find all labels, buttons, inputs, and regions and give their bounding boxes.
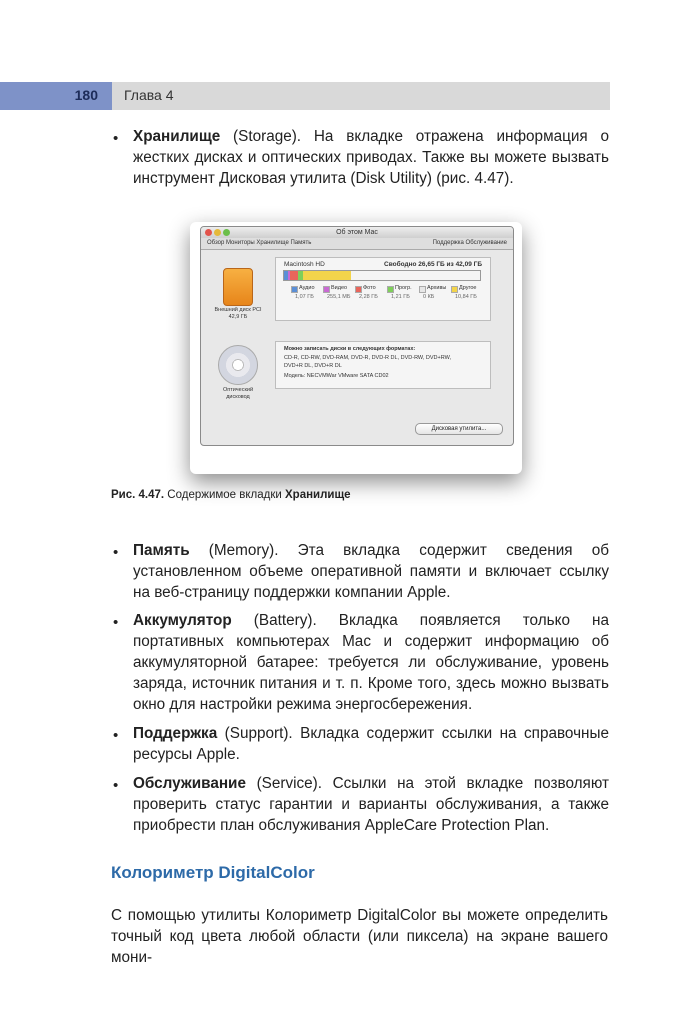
legend-swatch — [419, 286, 426, 293]
optical-disc-icon — [218, 345, 258, 385]
disk-utility-button[interactable]: Дисковая утилита... — [415, 423, 503, 435]
running-header — [0, 82, 610, 110]
legend-size: 1,21 ГБ — [391, 294, 410, 300]
legend-label: Прогр. — [395, 285, 412, 291]
caption-label: Рис. 4.47. — [111, 489, 165, 501]
legend-label: Архивы — [427, 285, 447, 291]
optical-heading: Можно записать диски в следующих форматах: — [284, 346, 416, 352]
usage-other — [303, 271, 351, 280]
window-title: Об этом Mac — [336, 229, 378, 236]
item-term: Хранилище — [133, 128, 221, 145]
window-titlebar — [201, 227, 513, 238]
usage-bar — [283, 270, 481, 281]
section-title: Колориметр DigitalColor — [111, 863, 315, 882]
cd-label: Оптический дисковод — [222, 387, 254, 400]
bullet-marker: • — [113, 727, 119, 744]
legend-swatch — [355, 286, 362, 293]
about-mac-window — [200, 226, 514, 446]
item-text: (Battery). Вкладка появляется только на портативных компьютерах Mac и содержит информацию об аккумуляторной батарее: требуется ли обслуживание, уровень заряда, источник питания и т. п. Кроме того, здесь можно вызвать окно для настройки режима энергосбережения. — [133, 612, 609, 713]
optical-pane — [275, 341, 491, 389]
list-item-battery — [133, 610, 609, 715]
legend-swatch — [387, 286, 394, 293]
page-number: 180 — [74, 87, 98, 103]
caption-text: Содержимое вкладки — [164, 489, 285, 501]
list-item-storage — [133, 126, 609, 189]
bullet-marker: • — [113, 130, 119, 147]
legend-swatch — [323, 286, 330, 293]
legend-label: Видео — [331, 285, 348, 291]
item-term: Поддержка — [133, 725, 218, 742]
bullet-marker: • — [113, 544, 119, 561]
legend-size: 1,07 ГБ — [295, 294, 314, 300]
list-item-memory — [133, 540, 609, 603]
legend-size: 10,84 ГБ — [455, 294, 477, 300]
tabs-right: Поддержка Обслуживание — [432, 240, 507, 246]
legend-swatch — [291, 286, 298, 293]
item-term: Обслуживание — [133, 775, 246, 792]
legend-size: 0 КБ — [423, 294, 435, 300]
page-number-box — [0, 82, 112, 110]
legend-label: Фото — [363, 285, 376, 291]
usage-photo — [290, 271, 298, 280]
figure-caption — [111, 489, 351, 501]
minimize-icon — [214, 229, 221, 236]
bullet-marker: • — [113, 777, 119, 794]
legend-label: Другое — [459, 285, 477, 291]
close-icon — [205, 229, 212, 236]
hard-disk-icon — [223, 268, 253, 306]
tabs-left: Обзор Мониторы Хранилище Память — [207, 240, 312, 246]
list-item-service — [133, 773, 609, 836]
caption-bold: Хранилище — [285, 489, 351, 501]
zoom-icon — [223, 229, 230, 236]
chapter-title: Глава 4 — [124, 87, 174, 103]
hdd-label: Внешний диск PCI 42,9 ГБ — [214, 307, 262, 320]
legend-label: Аудио — [299, 285, 315, 291]
list-item-support — [133, 723, 609, 765]
disk-name: Macintosh HD — [284, 261, 325, 268]
bullet-marker: • — [113, 614, 119, 631]
disk-free: Свободно 26,65 ГБ из 42,09 ГБ — [384, 261, 482, 268]
optical-model: Модель: NECVMWar VMware SATA CD02 — [284, 373, 389, 379]
item-text: (Support). Вкладка содержит ссылки на справочные ресурсы Apple. — [133, 725, 609, 763]
item-term: Память — [133, 542, 190, 559]
section-paragraph: С помощью утилиты Колориметр DigitalColor вы можете определить точный код цвета любой области (или пиксела) на экране вашего мони- — [111, 907, 608, 966]
item-text: (Memory). Эта вкладка содержит сведения об установленном объеме оперативной памяти и включает ссылку на веб-страницу поддержки компании Apple. — [133, 542, 609, 601]
legend-swatch — [451, 286, 458, 293]
optical-formats-2: DVD+R DL, DVD+R DL — [284, 363, 342, 369]
legend-size: 255,1 МБ — [327, 294, 351, 300]
item-text: (Storage). На вкладке отражена информация о жестких дисках и оптических приводах. Также вы можете вызвать инструмент Дисковая утилита (Disk Utility) (рис. 4.47). — [133, 128, 609, 187]
optical-formats-1: CD-R, CD-RW, DVD-RAM, DVD-R, DVD-R DL, DVD-RW, DVD+RW, — [284, 355, 451, 361]
item-term: Аккумулятор — [133, 612, 232, 629]
legend-size: 2,28 ГБ — [359, 294, 378, 300]
tab-bar — [201, 238, 513, 250]
item-text: (Service). Ссылки на этой вкладке позволяют проверить статус гарантии и варианты обслуживания, а также приобрести план обслуживания AppleCare Protection Plan. — [133, 775, 609, 834]
